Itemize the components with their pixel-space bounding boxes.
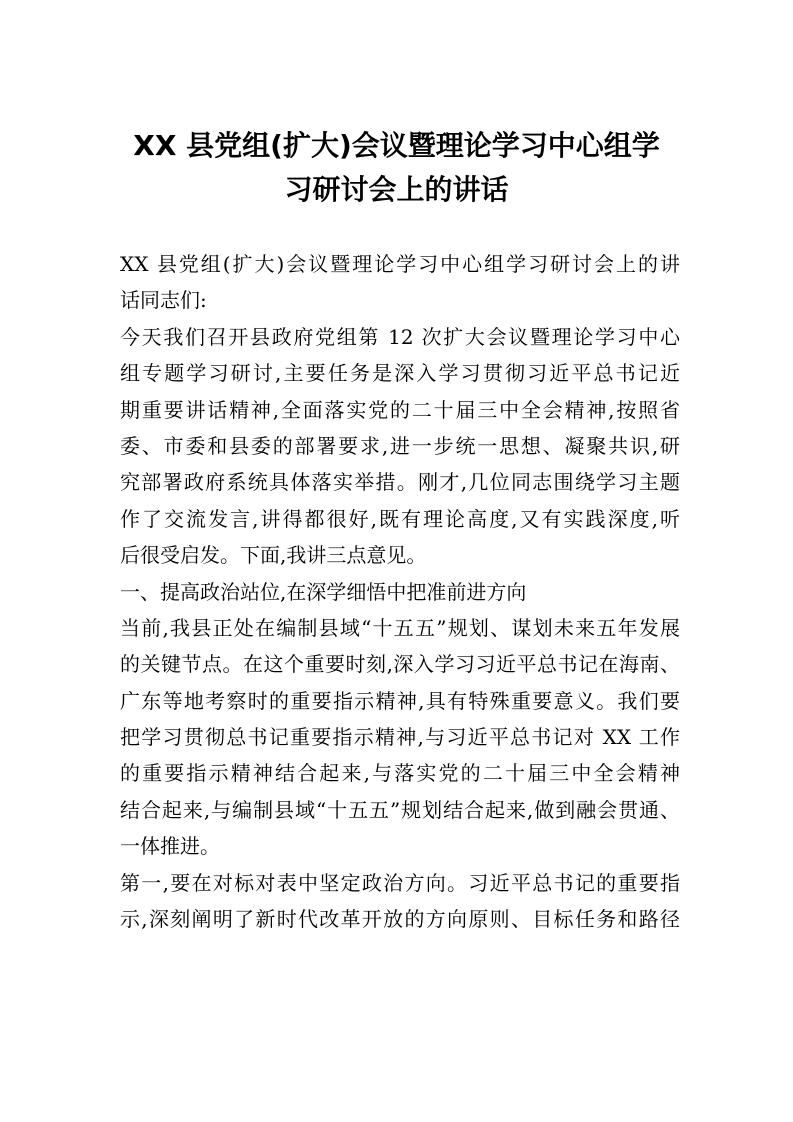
document-title-line-1: XX 县党组(扩大)会议暨理论学习中心组学 [133,129,660,162]
body-line: 当前,我县正处在编制县域“十五五”规划、谋划未来五年发展 [120,615,680,640]
body-line: 的重要指示精神结合起来,与落实党的二十届三中全会精神 [120,761,680,786]
document-title-line-2: 习研讨会上的讲话 [284,173,509,206]
body-line: 今天我们召开县政府党组第 12 次扩大会议暨理论学习中心 [120,324,680,349]
body-line: 示,深刻阐明了新时代改革开放的方向原则、目标任务和路径 [120,907,680,932]
body-line: 组专题学习研讨,主要任务是深入学习贯彻习近平总书记近 [120,361,680,386]
body-line: 委、市委和县委的部署要求,进一步统一思想、凝聚共识,研 [120,433,680,458]
section-heading: 一、提高政治站位,在深学细悟中把准前进方向 [120,579,527,604]
body-line: XX 县党组(扩大)会议暨理论学习中心组学习研讨会上的讲 [120,252,680,276]
body-line: 一体推进。 [120,834,220,859]
body-line: 把学习贯彻总书记重要指示精神,与习近平总书记对 XX 工作 [120,725,680,750]
body-line: 作了交流发言,讲得都很好,既有理论高度,又有实践深度,听 [120,506,680,531]
body-line: 后很受启发。下面,我讲三点意见。 [120,543,427,568]
body-line: 的关键节点。在这个重要时刻,深入学习习近平总书记在海南、 [120,652,680,677]
body-line: 广东等地考察时的重要指示精神,具有特殊重要意义。我们要 [120,688,680,713]
body-line: 期重要讲话精神,全面落实党的二十届三中全会精神,按照省 [120,397,680,422]
body-line: 结合起来,与编制县域“十五五”规划结合起来,做到融会贯通、 [120,797,680,822]
body-line: 第一,要在对标对表中坚定政治方向。习近平总书记的重要指 [120,870,680,895]
document-body [120,246,680,937]
body-line: 话同志们: [120,288,207,313]
body-line: 究部署政府系统具体落实举措。刚才,几位同志围绕学习主题 [120,470,680,495]
